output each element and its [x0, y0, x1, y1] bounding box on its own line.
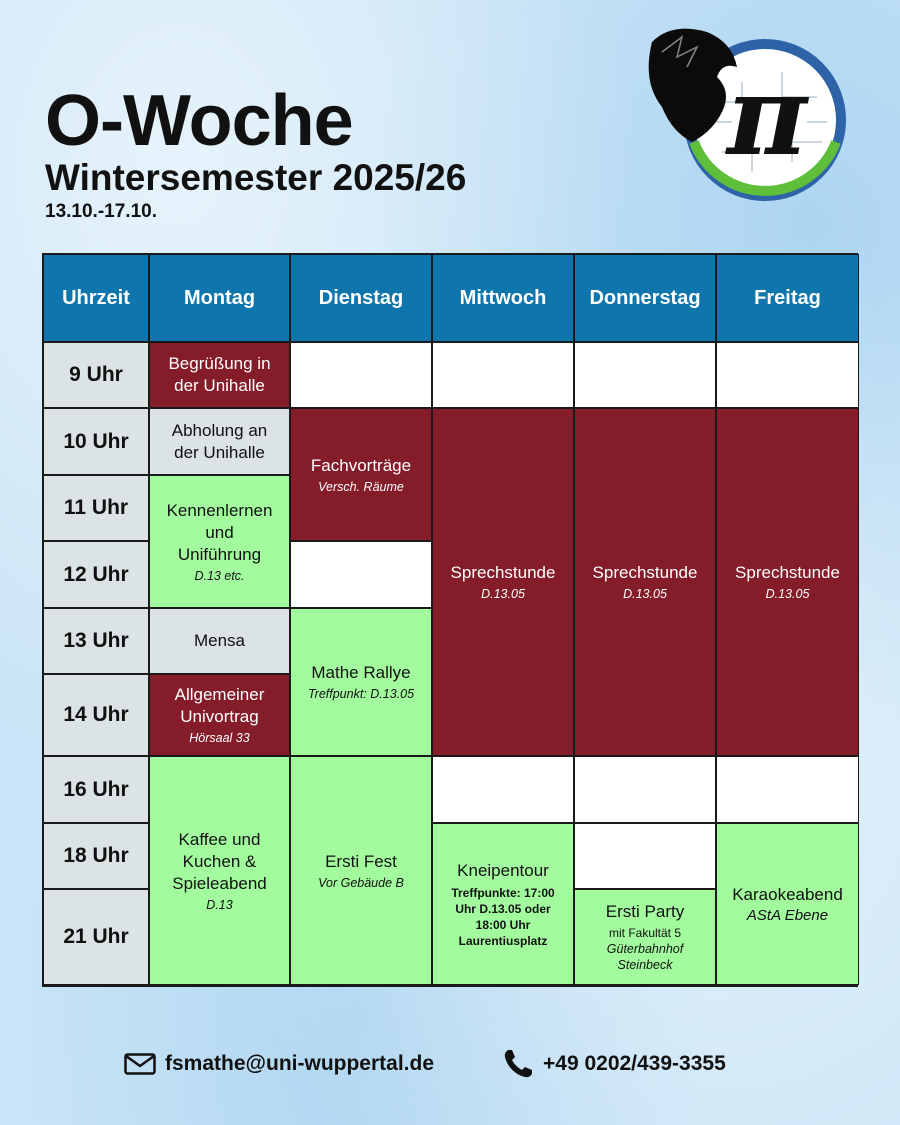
- event-location: D.13.05: [481, 587, 525, 601]
- event-title: Fachvorträge: [310, 455, 412, 475]
- event-ersti-fest: [290, 756, 432, 985]
- empty-slot: [574, 823, 716, 889]
- empty-slot: [290, 342, 432, 408]
- empty-slot: [290, 541, 432, 608]
- time-label: 12 Uhr: [43, 541, 149, 608]
- pi-symbol: π: [726, 51, 808, 180]
- event-location: D.13: [206, 897, 233, 912]
- phone-number[interactable]: +49 0202/439-3355: [543, 1052, 726, 1075]
- event-title: Mathe Rallye: [311, 663, 411, 682]
- event-location: D.13.05: [623, 587, 667, 601]
- empty-slot: [574, 756, 716, 823]
- event-details: Treffpunkte: 17:00 Uhr D.13.05 oder 18:00 Uhr Laurentiusplatz: [451, 885, 555, 948]
- event-location: Versch. Räume: [318, 479, 404, 494]
- empty-slot: [432, 756, 574, 823]
- event-location: AStA Ebene: [746, 907, 829, 924]
- event-title: Sprechstunde: [592, 563, 698, 582]
- event-title: Ersti Fest: [325, 851, 397, 871]
- column-header-freitag: Freitag: [716, 254, 859, 342]
- email-address[interactable]: fsmathe@uni-wuppertal.de: [165, 1052, 435, 1075]
- column-header-mittwoch: Mittwoch: [432, 254, 574, 342]
- time-label: 21 Uhr: [43, 889, 149, 985]
- event-title: Kneipentour: [457, 860, 549, 880]
- envelope-icon: [124, 1053, 156, 1075]
- event-fachvortraege: [290, 408, 432, 541]
- column-header-donnerstag: Donnerstag: [574, 254, 716, 342]
- phone-icon: [502, 1048, 534, 1080]
- event-begruessung: [149, 342, 290, 408]
- time-label: 18 Uhr: [43, 823, 149, 889]
- page-subtitle: Wintersemester 2025/26: [45, 157, 467, 198]
- event-kennenlernen: [149, 475, 290, 608]
- page-title: O-Woche: [45, 81, 353, 161]
- event-location: D.13.05: [765, 587, 810, 601]
- date-range: 13.10.-17.10.: [45, 201, 157, 222]
- event-karaokeabend: [716, 823, 859, 985]
- event-title: Karaokeabend: [732, 885, 843, 904]
- event-details: mit Fakultät 5: [608, 926, 682, 940]
- event-location: D.13 etc.: [194, 568, 245, 583]
- column-header-uhrzeit: Uhrzeit: [43, 254, 149, 342]
- event-abholung: [149, 408, 290, 475]
- empty-slot: [574, 342, 716, 408]
- event-location: Treffpunkt: D.13.05: [307, 687, 415, 701]
- event-mensa: [149, 608, 290, 674]
- event-title: Kaffee und Kuchen & Spieleabend: [172, 829, 267, 893]
- event-title: Allgemeiner Univortrag: [174, 685, 265, 726]
- event-title: Sprechstunde: [735, 563, 840, 582]
- event-sprechstunde-donnerstag: [574, 408, 716, 756]
- event-kaffee-spieleabend: [149, 756, 290, 985]
- event-kneipentour: [432, 823, 574, 985]
- time-label: 11 Uhr: [43, 475, 149, 541]
- event-univortrag: [149, 674, 290, 756]
- event-title: Abholung an der Unihalle: [171, 420, 268, 462]
- event-location: Güterbahnhof Steinbeck: [606, 942, 684, 972]
- empty-slot: [716, 756, 859, 823]
- event-mathe-rallye: [290, 608, 432, 756]
- event-title: Kennenlernen und Uniführung: [166, 500, 273, 564]
- time-label: 9 Uhr: [43, 342, 149, 408]
- time-label: 14 Uhr: [43, 674, 149, 756]
- contact-phone: [502, 1047, 726, 1081]
- column-header-dienstag: Dienstag: [290, 254, 432, 342]
- event-title: Sprechstunde: [450, 563, 556, 582]
- time-label: 13 Uhr: [43, 608, 149, 674]
- contact-email: [124, 1047, 434, 1081]
- empty-slot: [432, 342, 574, 408]
- schedule-table: [42, 253, 858, 987]
- time-label: 16 Uhr: [43, 756, 149, 823]
- event-title: Mensa: [193, 631, 246, 650]
- column-header-montag: Montag: [149, 254, 290, 342]
- event-location: Vor Gebäude B: [318, 875, 404, 890]
- event-title: Ersti Party: [605, 902, 685, 921]
- event-ersti-party: [574, 889, 716, 985]
- time-label: 10 Uhr: [43, 408, 149, 475]
- event-location: Hörsaal 33: [189, 731, 250, 745]
- fachschaft-logo: [632, 22, 847, 202]
- empty-slot: [716, 342, 859, 408]
- event-title: Begrüßung in der Unihalle: [168, 354, 271, 395]
- event-sprechstunde-mittwoch: [432, 408, 574, 756]
- event-sprechstunde-freitag: [716, 408, 859, 756]
